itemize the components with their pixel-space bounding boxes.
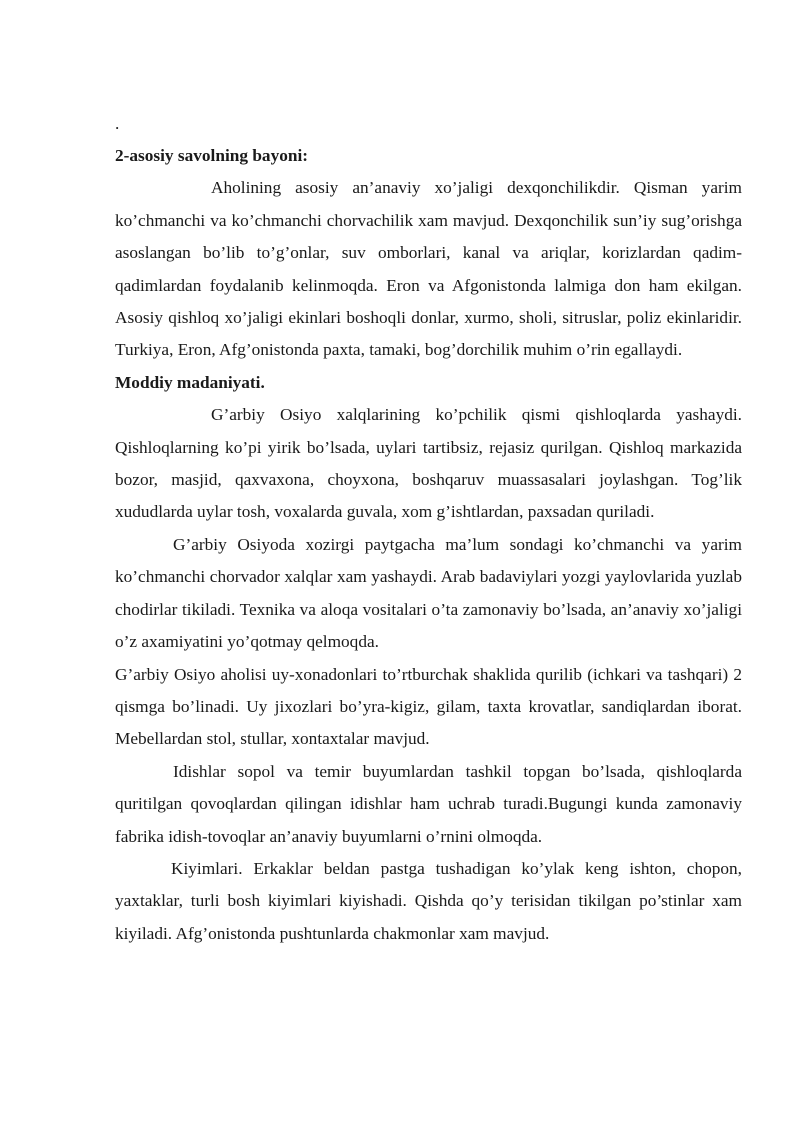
document-page — [115, 108, 742, 950]
subheading-material-culture: Moddiy madaniyati. — [115, 372, 265, 392]
section-heading: 2-asosiy savolning bayoni: — [115, 146, 309, 165]
paragraph-clothing: Kiyimlari. Erkaklar beldan pastga tushadigan ko’ylak keng ishton, chopon, yaxtaklar, turli bosh kiyimlari kiyishadi. Qishda qo’y terisidan tikilgan po’stinlar xam kiyiladi. Afg’onistonda pushtunlarda chakmonlar xam mavjud. — [115, 858, 742, 943]
paragraph-dishes: Idishlar sopol va temir buyumlardan tashkil topgan bo’lsada, qishloqlarda quritilgan qovoqlardan qilingan idishlar ham uchrab turadi.Bugungi kunda zamonaviy fabrika idish-tovoqlar an’anaviy buyumlarni o’rnini olmoqda. — [115, 761, 742, 846]
paragraph-villages: G’arbiy Osiyo xalqlarining ko’pchilik qismi qishloqlarda yashaydi. Qishloqlarning ko’pi yirik bo’lsada, uylari tartibsiz, rejasiz qurilgan. Qishloq markazida bozor, masjid, qaxvaxona, choyxona, boshqaruv muassasalari joylashgan. Tog’lik xududlarda uylar tosh, voxalarda guvala, xom g’ishtlardan, paxsadan quriladi. — [115, 405, 742, 522]
paragraph-agriculture: Aholining asosiy an’anaviy xo’jaligi dexqonchilikdir. Qisman yarim ko’chmanchi va ko’chmanchi chorvachilik xam mavjud. Dexqonchilik sun’iy sug’orishga asoslangan bo’lib to’g’onlar, suv omborlari, kanal va ariqlar, korizlardan qadim-qadimlardan foydalanib kelinmoqda. Eron va Afgonistonda lalmiga don ham ekilgan. Asosiy qishloq xo’jaligi ekinlari boshoqli donlar, xurmo, sholi, sitruslar, poliz ekinlaridir. Turkiya, Eron, Afg’onistonda paxta, tamaki, bog’dorchilik muhim o’rin egallaydi. — [115, 178, 742, 360]
page-marker: . — [115, 114, 120, 133]
paragraph-households: G’arbiy Osiyo aholisi uy-xonadonlari to’rtburchak shaklida qurilib (ichkari va tashqari) 2 qismga bo’linadi. Uy jixozlari bo’yra-kigiz, gilam, taxta krovatlar, sandiqlardan iborat. Mebellardan stol, stullar, xontaxtalar mavjud. — [115, 664, 742, 749]
paragraph-nomads: G’arbiy Osiyoda xozirgi paytgacha ma’lum sondagi ko’chmanchi va yarim ko’chmanchi chorvador xalqlar xam yashaydi. Arab badaviylari yozgi yaylovlarida yuzlab chodirlar tikiladi. Texnika va aloqa vositalari o’ta zamonaviy bo’lsada, an’anaviy xo’jaligi o’z axamiyatini yo’qotmay qelmoqda. — [115, 534, 742, 652]
